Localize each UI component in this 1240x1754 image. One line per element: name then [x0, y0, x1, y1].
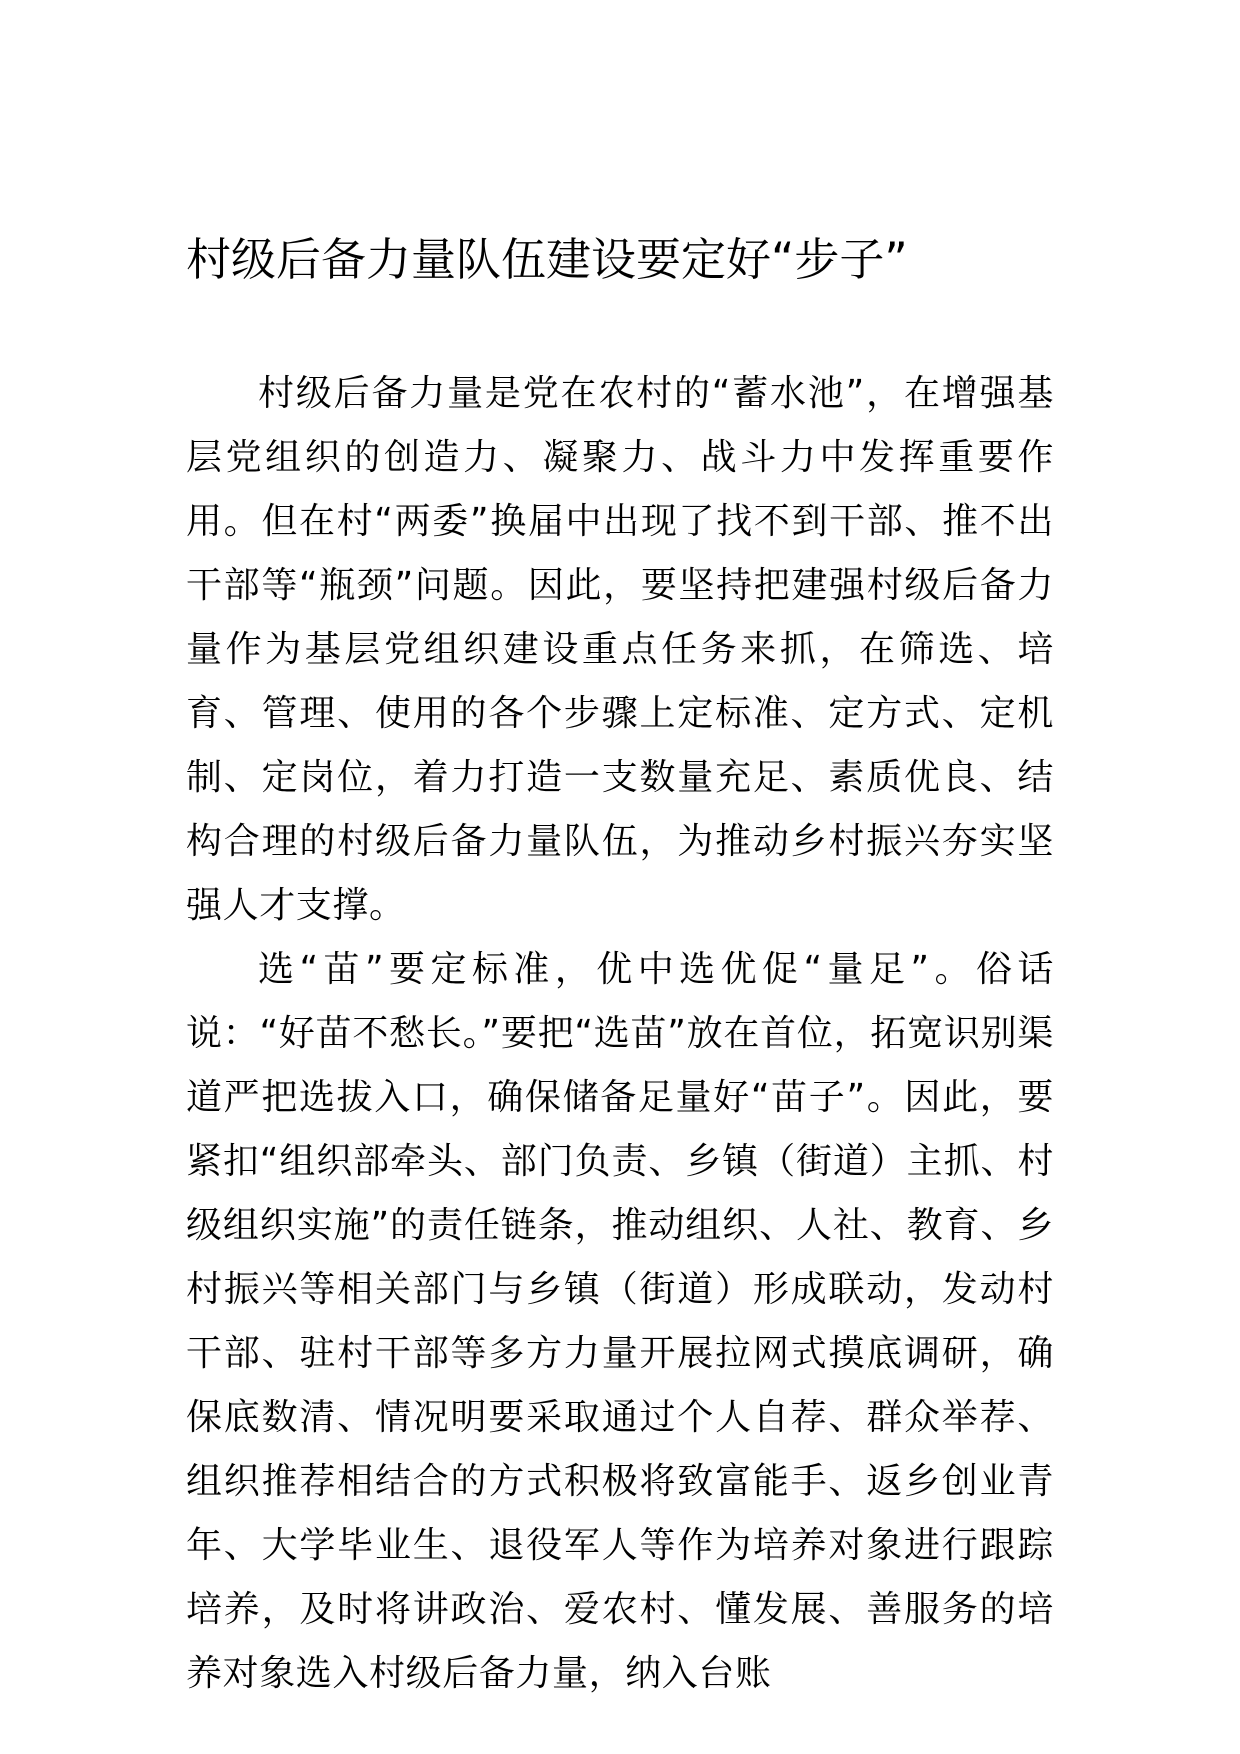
- document-body: [186, 362, 1054, 1706]
- body-paragraph: 村级后备力量是党在农村的“蓄水池”，在增强基层党组织的创造力、凝聚力、战斗力中发挥重要作用。但在村“两委”换届中出现了找不到干部、推不出干部等“瓶颈”问题。因此，要坚持把建强村级后备力量作为基层党组织建设重点任务来抓，在筛选、培育、管理、使用的各个步骤上定标准、定方式、定机制、定岗位，着力打造一支数量充足、素质优良、结构合理的村级后备力量队伍，为推动乡村振兴夯实坚强人才支撑。: [186, 373, 1054, 926]
- document-title: 村级后备力量队伍建设要定好“步子”: [186, 233, 908, 286]
- body-paragraph: 选“苗”要定标准，优中选优促“量足”。俗话说：“好苗不愁长。”要把“选苗”放在首位，拓宽识别渠道严把选拔入口，确保储备足量好“苗子”。因此，要紧扣“组织部牵头、部门负责、乡镇（街道）主抓、村级组织实施”的责任链条，推动组织、人社、教育、乡村振兴等相关部门与乡镇（街道）形成联动，发动村干部、驻村干部等多方力量开展拉网式摸底调研，确保底数清、情况明要采取通过个人自荐、群众举荐、组织推荐相结合的方式积极将致富能手、返乡创业青年、大学毕业生、退役军人等作为培养对象进行跟踪培养，及时将讲政治、爱农村、懂发展、善服务的培养对象选入村级后备力量，纳入台账: [186, 949, 1054, 1694]
